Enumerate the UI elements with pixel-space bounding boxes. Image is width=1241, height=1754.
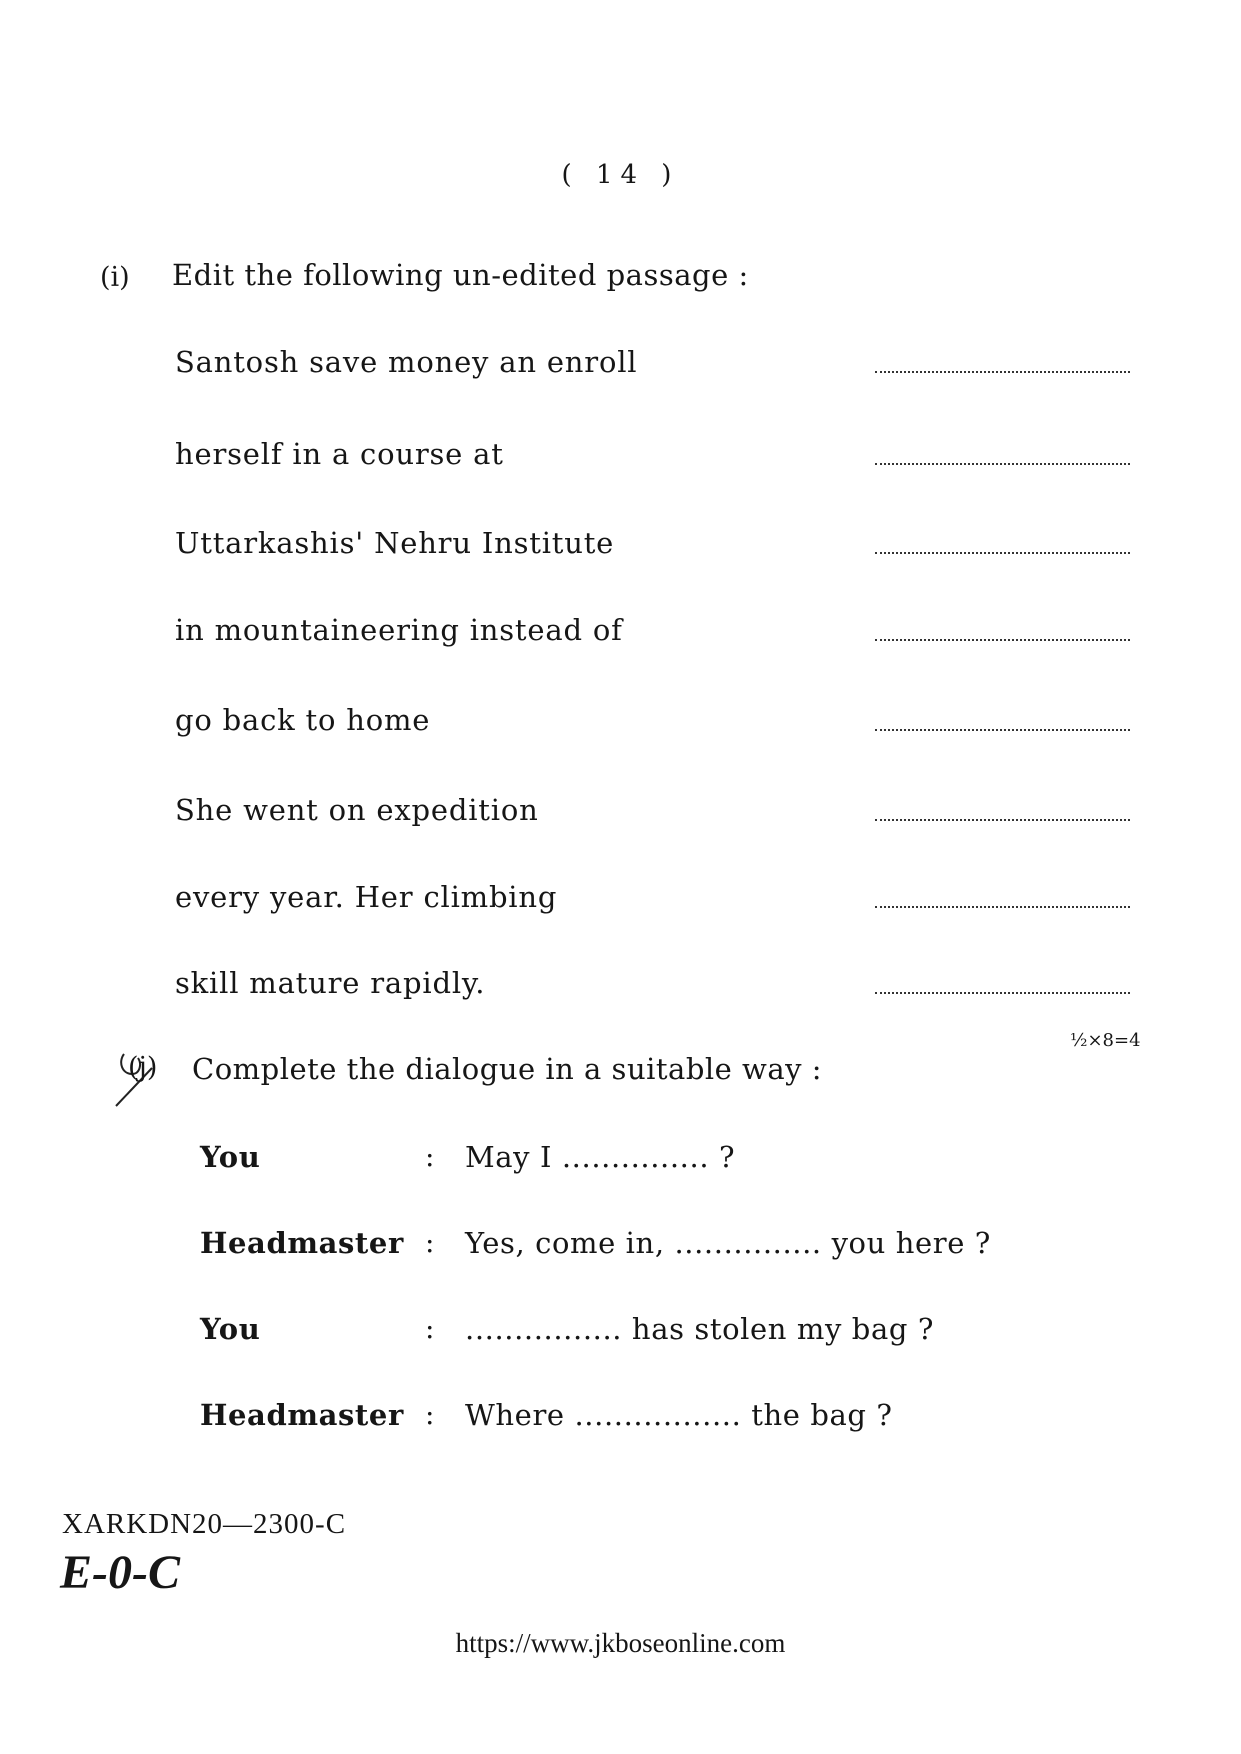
dialogue-speech[interactable]: Yes, come in, ............... you here ? [465, 1226, 991, 1260]
answer-blank[interactable] [875, 888, 1130, 908]
dialogue-row [200, 1398, 1100, 1484]
answer-blank[interactable] [875, 801, 1130, 821]
passage-line-text: She went on expedition [175, 793, 539, 827]
set-code: E-0-C [60, 1546, 180, 1599]
question-i-label: (i) [100, 262, 130, 293]
passage-line [175, 345, 1135, 385]
passage-line-text: every year. Her climbing [175, 880, 558, 914]
dialogue-row [200, 1312, 1100, 1398]
passage-line-text: Uttarkashis' Nehru Institute [175, 526, 615, 560]
dialogue-speech[interactable]: Where ................. the bag ? [465, 1398, 893, 1432]
passage-line-text: in mountaineering instead of [175, 613, 623, 647]
paper-code: XARKDN20—2300-C [62, 1508, 347, 1540]
passage-line [175, 613, 1135, 653]
passage-line [175, 966, 1135, 1006]
dialogue-speaker: You [200, 1312, 261, 1346]
passage-line [175, 703, 1135, 743]
source-url-link[interactable]: https://www.jkboseonline.com [455, 1628, 786, 1658]
marks-allocation: ½×8=4 [1070, 1030, 1141, 1051]
answer-blank[interactable] [875, 711, 1130, 731]
dialogue-speaker: You [200, 1140, 261, 1174]
passage-line [175, 526, 1135, 566]
passage-line-text: go back to home [175, 703, 431, 737]
passage-line [175, 793, 1135, 833]
dialogue-colon: : [425, 1226, 435, 1259]
page-number: ( 14 ) [561, 160, 680, 190]
dialogue-block [200, 1140, 1100, 1484]
passage-line [175, 437, 1135, 477]
answer-blank[interactable] [875, 445, 1130, 465]
question-j-prompt: Complete the dialogue in a suitable way : [192, 1052, 823, 1086]
dialogue-speech[interactable]: May I ............... ? [465, 1140, 736, 1174]
question-j-label: (j) [128, 1052, 158, 1083]
dialogue-colon: : [425, 1398, 435, 1431]
passage-line-text: herself in a course at [175, 437, 504, 471]
dialogue-speaker: Headmaster [200, 1226, 404, 1260]
answer-blank[interactable] [875, 353, 1130, 373]
dialogue-speaker: Headmaster [200, 1398, 404, 1432]
passage-line [175, 880, 1135, 920]
passage-line-text: skill mature rapidly. [175, 966, 486, 1000]
answer-blank[interactable] [875, 974, 1130, 994]
dialogue-colon: : [425, 1312, 435, 1345]
passage-line-text: Santosh save money an enroll [175, 345, 638, 379]
answer-blank[interactable] [875, 534, 1130, 554]
dialogue-row [200, 1140, 1100, 1226]
dialogue-speech[interactable]: ................ has stolen my bag ? [465, 1312, 934, 1346]
dialogue-row [200, 1226, 1100, 1312]
dialogue-colon: : [425, 1140, 435, 1173]
answer-blank[interactable] [875, 621, 1130, 641]
question-i-prompt: Edit the following un-edited passage : [172, 258, 749, 292]
